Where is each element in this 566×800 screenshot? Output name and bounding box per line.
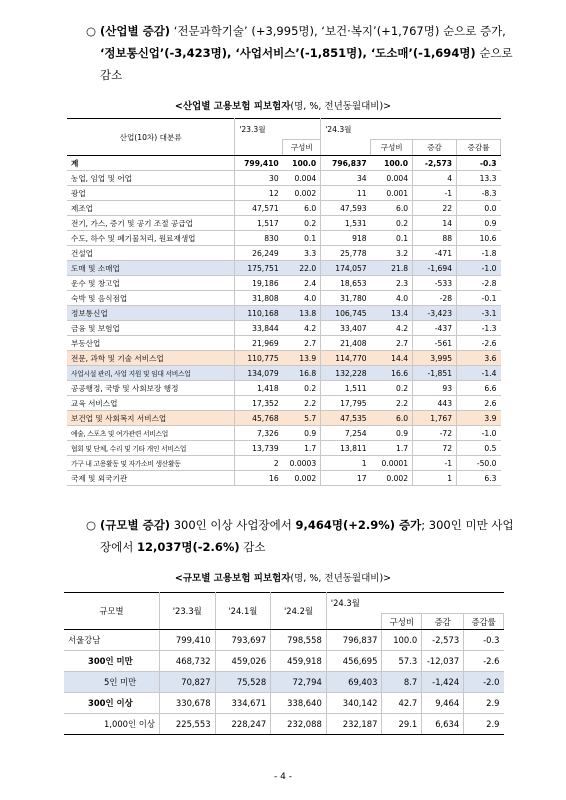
- value-2403: 47,593: [321, 201, 371, 216]
- change-rate: -1.3: [457, 321, 501, 336]
- change-value: 9,464: [422, 693, 464, 714]
- change-value: -12,037: [422, 651, 464, 672]
- share-2403: 3.2: [371, 246, 413, 261]
- bullet-circle-2: ○: [86, 518, 97, 532]
- share-2403: 13.4: [371, 306, 413, 321]
- value-2403: 69,403: [326, 672, 382, 693]
- share-2403: 4.0: [371, 291, 413, 306]
- share-2403: 21.8: [371, 261, 413, 276]
- value-2403: 1: [321, 456, 371, 471]
- share-2303: 0.004: [283, 171, 321, 186]
- row-label: 전기, 가스, 증기 및 공기 조절 공급업: [67, 216, 235, 231]
- value-2303: 110,168: [235, 306, 283, 321]
- share-2303: 0.2: [283, 381, 321, 396]
- value-2403: 1,511: [321, 381, 371, 396]
- table-row: [67, 291, 501, 306]
- share-2303: 4.0: [283, 291, 321, 306]
- value-2303: 2: [235, 456, 283, 471]
- value-2403: 18,653: [321, 276, 371, 291]
- table-row: [64, 714, 504, 735]
- row-label: 제조업: [67, 201, 235, 216]
- value-2403: 11: [321, 186, 371, 201]
- row-label: 공공행정, 국방 및 사회보장 행정: [67, 381, 235, 396]
- value-2402: 338,640: [271, 693, 327, 714]
- value-2403: 114,770: [321, 351, 371, 366]
- change-rate: -0.3: [457, 156, 501, 171]
- change-value: -2,573: [422, 630, 464, 651]
- change-rate: 2.9: [464, 693, 504, 714]
- value-2403: 31,780: [321, 291, 371, 306]
- row-label: 교육 서비스업: [67, 396, 235, 411]
- value-2403: 340,142: [326, 693, 382, 714]
- value-2403: 132,228: [321, 366, 371, 381]
- table-row: [67, 366, 501, 381]
- share-2303: 16.8: [283, 366, 321, 381]
- share-2403: 6.0: [371, 411, 413, 426]
- value-2403: 17: [321, 471, 371, 486]
- share-2403: 0.9: [371, 426, 413, 441]
- size-heading: (규모별 증감): [100, 518, 171, 532]
- share-2403: 0.1: [371, 231, 413, 246]
- table-row: [67, 351, 501, 366]
- share-2303: 4.2: [283, 321, 321, 336]
- industry-table: [67, 118, 501, 486]
- value-2303: 175,751: [235, 261, 283, 276]
- size-summary-paragraph: [86, 514, 526, 558]
- header2-change: 증감: [422, 614, 464, 630]
- change-rate: -1.4: [457, 366, 501, 381]
- change-value: -437: [413, 321, 457, 336]
- value-2403: 17,795: [321, 396, 371, 411]
- value-2402: 232,088: [271, 714, 327, 735]
- change-value: -3,423: [413, 306, 457, 321]
- table-row: [67, 261, 501, 276]
- share-2303: 0.9: [283, 426, 321, 441]
- share-2403: 100.0: [371, 156, 413, 171]
- value-2303: 13,739: [235, 441, 283, 456]
- industry-summary-paragraph: [86, 20, 526, 86]
- table-row: [64, 693, 504, 714]
- industry-increase-text: ‘전문과학기술’ (+3,995명), ‘보건·복지’(+1,767명) 순으로 증가,: [170, 24, 506, 38]
- header-share-2303: 구성비: [283, 140, 321, 156]
- table1-caption: [0, 98, 566, 112]
- change-value: 88: [413, 231, 457, 246]
- value-2303: 70,827: [159, 672, 215, 693]
- row-label: 보건업 및 사회복지 서비스업: [67, 411, 235, 426]
- table-row: [64, 630, 504, 651]
- value-2403: 796,837: [326, 630, 382, 651]
- value-2403: 456,695: [326, 651, 382, 672]
- change-rate: -8.3: [457, 186, 501, 201]
- share-2403: 16.6: [371, 366, 413, 381]
- table-row: [67, 426, 501, 441]
- change-value: -1,851: [413, 366, 457, 381]
- change-value: 1: [413, 471, 457, 486]
- change-rate: 10.6: [457, 231, 501, 246]
- bullet-circle: ○: [86, 24, 97, 38]
- size-text-1: 300인 이상 사업장에서: [170, 518, 296, 532]
- value-2303: 830: [235, 231, 283, 246]
- change-rate: 2.6: [457, 396, 501, 411]
- share-2403: 0.001: [371, 186, 413, 201]
- value-2402: 72,794: [271, 672, 327, 693]
- change-value: -561: [413, 336, 457, 351]
- value-2403: 47,535: [321, 411, 371, 426]
- value-2401: 334,671: [215, 693, 271, 714]
- row-label: 5인 미만: [64, 672, 159, 693]
- table-row: [67, 411, 501, 426]
- value-2403: 796,837: [321, 156, 371, 171]
- value-2303: 468,732: [159, 651, 215, 672]
- header-share-2403: 구성비: [371, 140, 413, 156]
- value-2303: 1,418: [235, 381, 283, 396]
- change-rate: 0.9: [457, 216, 501, 231]
- share-2403: 0.0001: [371, 456, 413, 471]
- row-label: 운수 및 창고업: [67, 276, 235, 291]
- header2-2403: '24.3월: [330, 598, 360, 609]
- change-value: 72: [413, 441, 457, 456]
- header-rate: 증감률: [457, 140, 501, 156]
- share: 29.1: [382, 714, 422, 735]
- change-rate: -50.0: [457, 456, 501, 471]
- value-2303: 17,352: [235, 396, 283, 411]
- value-2403: 34: [321, 171, 371, 186]
- value-2403: 106,745: [321, 306, 371, 321]
- table-row: [67, 456, 501, 471]
- change-rate: 6.6: [457, 381, 501, 396]
- header-change: 증감: [413, 140, 457, 156]
- change-value: 4: [413, 171, 457, 186]
- share-2403: 1.7: [371, 441, 413, 456]
- change-value: 443: [413, 396, 457, 411]
- row-label: 서울강남: [64, 630, 159, 651]
- share-2403: 0.004: [371, 171, 413, 186]
- size-decrease-bold: 12,037명(-2.6%): [136, 540, 240, 554]
- value-2303: 26,249: [235, 246, 283, 261]
- change-rate: 13.3: [457, 171, 501, 186]
- value-2303: 330,678: [159, 693, 215, 714]
- share-2303: 13.9: [283, 351, 321, 366]
- header2-2303: '23.3월: [159, 593, 215, 630]
- table-row: [67, 201, 501, 216]
- industry-decrease-text: 순으로 감소: [100, 46, 513, 82]
- value-2401: 228,247: [215, 714, 271, 735]
- table2-caption: [0, 570, 566, 584]
- share-2303: 0.002: [283, 471, 321, 486]
- table-row: [67, 336, 501, 351]
- table-row: [67, 471, 501, 486]
- table-row: [67, 381, 501, 396]
- share-2303: 2.7: [283, 336, 321, 351]
- table-row: [67, 171, 501, 186]
- share-2303: 0.002: [283, 186, 321, 201]
- row-label: 300인 미만: [64, 651, 159, 672]
- row-label: 금융 및 보험업: [67, 321, 235, 336]
- header2-2401: '24.1월: [215, 593, 271, 630]
- header2-share: 구성비: [382, 614, 422, 630]
- row-label: 예술, 스포츠 및 여가관련 서비스업: [67, 426, 235, 441]
- change-value: -1,694: [413, 261, 457, 276]
- header2-rate: 증감률: [464, 614, 504, 630]
- value-2401: 75,528: [215, 672, 271, 693]
- change-rate: -2.6: [464, 651, 504, 672]
- share-2303: 2.2: [283, 396, 321, 411]
- table-row: [67, 156, 501, 171]
- row-label: 정보통신업: [67, 306, 235, 321]
- row-label: 협회 및 단체, 수리 및 기타 개인 서비스업: [67, 441, 235, 456]
- table-row: [67, 441, 501, 456]
- size-table: [64, 592, 504, 735]
- share-2303: 0.2: [283, 216, 321, 231]
- change-rate: 3.9: [457, 411, 501, 426]
- value-2303: 47,571: [235, 201, 283, 216]
- header2-2402: '24.2월: [271, 593, 327, 630]
- table1-caption-unit: (명, %, 전년동월대비)>: [290, 101, 392, 112]
- value-2403: 13,811: [321, 441, 371, 456]
- share-2403: 0.2: [371, 381, 413, 396]
- value-2403: 918: [321, 231, 371, 246]
- value-2303: 110,775: [235, 351, 283, 366]
- change-value: -72: [413, 426, 457, 441]
- share-2403: 2.3: [371, 276, 413, 291]
- value-2303: 799,410: [159, 630, 215, 651]
- change-rate: 0.5: [457, 441, 501, 456]
- page-number: - 4 -: [274, 772, 292, 782]
- value-2303: 7,326: [235, 426, 283, 441]
- value-2303: 33,844: [235, 321, 283, 336]
- share-2403: 6.0: [371, 201, 413, 216]
- table-row: [67, 246, 501, 261]
- share-2403: 0.2: [371, 216, 413, 231]
- share-2403: 2.2: [371, 396, 413, 411]
- change-value: -2,573: [413, 156, 457, 171]
- change-value: -1,424: [422, 672, 464, 693]
- share-2303: 22.0: [283, 261, 321, 276]
- value-2403: 1,531: [321, 216, 371, 231]
- share-2303: 13.8: [283, 306, 321, 321]
- value-2401: 793,697: [215, 630, 271, 651]
- row-label: 1,000인 이상: [64, 714, 159, 735]
- value-2402: 798,558: [271, 630, 327, 651]
- change-value: 6,634: [422, 714, 464, 735]
- change-rate: -2.0: [464, 672, 504, 693]
- table-row: [67, 396, 501, 411]
- share: 100.0: [382, 630, 422, 651]
- value-2403: 7,254: [321, 426, 371, 441]
- change-rate: -2.8: [457, 276, 501, 291]
- change-value: 3,995: [413, 351, 457, 366]
- table-row: [67, 306, 501, 321]
- industry-heading: (산업별 증감): [100, 24, 171, 38]
- row-label: 수도, 하수 및 폐기물처리, 원료재생업: [67, 231, 235, 246]
- change-rate: -3.1: [457, 306, 501, 321]
- change-value: 93: [413, 381, 457, 396]
- table-row: [67, 276, 501, 291]
- change-rate: 2.9: [464, 714, 504, 735]
- share-2303: 1.7: [283, 441, 321, 456]
- value-2401: 459,026: [215, 651, 271, 672]
- change-rate: 3.6: [457, 351, 501, 366]
- row-label: 전문, 과학 및 기술 서비스업: [67, 351, 235, 366]
- value-2303: 30: [235, 171, 283, 186]
- change-value: -471: [413, 246, 457, 261]
- table2-caption-unit: (명, %, 전년동월대비)>: [290, 573, 392, 584]
- share-2303: 6.0: [283, 201, 321, 216]
- table-row: [67, 231, 501, 246]
- value-2402: 459,918: [271, 651, 327, 672]
- share-2403: 14.4: [371, 351, 413, 366]
- header-category: 산업(10차) 대분류: [67, 119, 235, 156]
- value-2403: 174,057: [321, 261, 371, 276]
- row-label: 숙박 및 음식점업: [67, 291, 235, 306]
- change-value: -1: [413, 186, 457, 201]
- change-value: -28: [413, 291, 457, 306]
- row-label: 농업, 임업 및 어업: [67, 171, 235, 186]
- value-2303: 799,410: [235, 156, 283, 171]
- row-label: 광업: [67, 186, 235, 201]
- change-value: -533: [413, 276, 457, 291]
- header-2303: '23.3월: [239, 124, 266, 134]
- header-size: 규모별: [64, 593, 159, 630]
- change-rate: -1.8: [457, 246, 501, 261]
- table2-caption-title: <규모별 고용보험 피보험자: [174, 573, 291, 584]
- value-2303: 1,517: [235, 216, 283, 231]
- share: 8.7: [382, 672, 422, 693]
- share: 42.7: [382, 693, 422, 714]
- share-2403: 4.2: [371, 321, 413, 336]
- row-label: 부동산업: [67, 336, 235, 351]
- industry-decrease-bold: ‘정보통신업’(-3,423명), ‘사업서비스’(-1,851명), ‘도소매’(-1,694명): [100, 46, 476, 60]
- change-rate: -1.0: [457, 426, 501, 441]
- share-2303: 100.0: [283, 156, 321, 171]
- table-row: [64, 672, 504, 693]
- size-text-3: 장에서: [100, 540, 137, 554]
- size-text-2: ; 300인 미만 사업: [421, 518, 514, 532]
- value-2303: 31,808: [235, 291, 283, 306]
- share-2303: 0.0003: [283, 456, 321, 471]
- share-2403: 2.7: [371, 336, 413, 351]
- change-rate: -0.1: [457, 291, 501, 306]
- change-rate: -2.6: [457, 336, 501, 351]
- share-2403: 0.002: [371, 471, 413, 486]
- value-2403: 232,187: [326, 714, 382, 735]
- row-label: 가구 내 고용활동 및 자가소비 생산활동: [67, 456, 235, 471]
- value-2303: 134,079: [235, 366, 283, 381]
- value-2303: 12: [235, 186, 283, 201]
- change-value: 1,767: [413, 411, 457, 426]
- value-2303: 16: [235, 471, 283, 486]
- share: 57.3: [382, 651, 422, 672]
- change-rate: 0.0: [457, 201, 501, 216]
- change-value: 14: [413, 216, 457, 231]
- row-label: 국제 및 외국기관: [67, 471, 235, 486]
- row-label: 300인 이상: [64, 693, 159, 714]
- share-2303: 3.3: [283, 246, 321, 261]
- row-label: 도매 및 소매업: [67, 261, 235, 276]
- change-rate: -0.3: [464, 630, 504, 651]
- change-rate: -1.0: [457, 261, 501, 276]
- size-text-4: 감소: [239, 540, 266, 554]
- value-2403: 33,407: [321, 321, 371, 336]
- row-label: 건설업: [67, 246, 235, 261]
- value-2303: 19,186: [235, 276, 283, 291]
- header-2403: '24.3월: [325, 124, 352, 134]
- size-increase-bold: 9,464명(+2.9%) 증가: [295, 518, 422, 532]
- share-2303: 0.1: [283, 231, 321, 246]
- change-rate: 6.3: [457, 471, 501, 486]
- value-2303: 21,969: [235, 336, 283, 351]
- value-2303: 225,553: [159, 714, 215, 735]
- value-2403: 25,778: [321, 246, 371, 261]
- table1-caption-title: <산업별 고용보험 피보험자: [174, 101, 291, 112]
- table-row: [67, 186, 501, 201]
- row-label: 계: [67, 156, 235, 171]
- share-2303: 2.4: [283, 276, 321, 291]
- value-2403: 21,408: [321, 336, 371, 351]
- table-row: [67, 216, 501, 231]
- value-2303: 45,768: [235, 411, 283, 426]
- change-value: 22: [413, 201, 457, 216]
- row-label: 사업시설 관리, 사업 지원 및 임대 서비스업: [67, 366, 235, 381]
- share-2303: 5.7: [283, 411, 321, 426]
- table-row: [67, 321, 501, 336]
- change-value: -1: [413, 456, 457, 471]
- table-row: [64, 651, 504, 672]
